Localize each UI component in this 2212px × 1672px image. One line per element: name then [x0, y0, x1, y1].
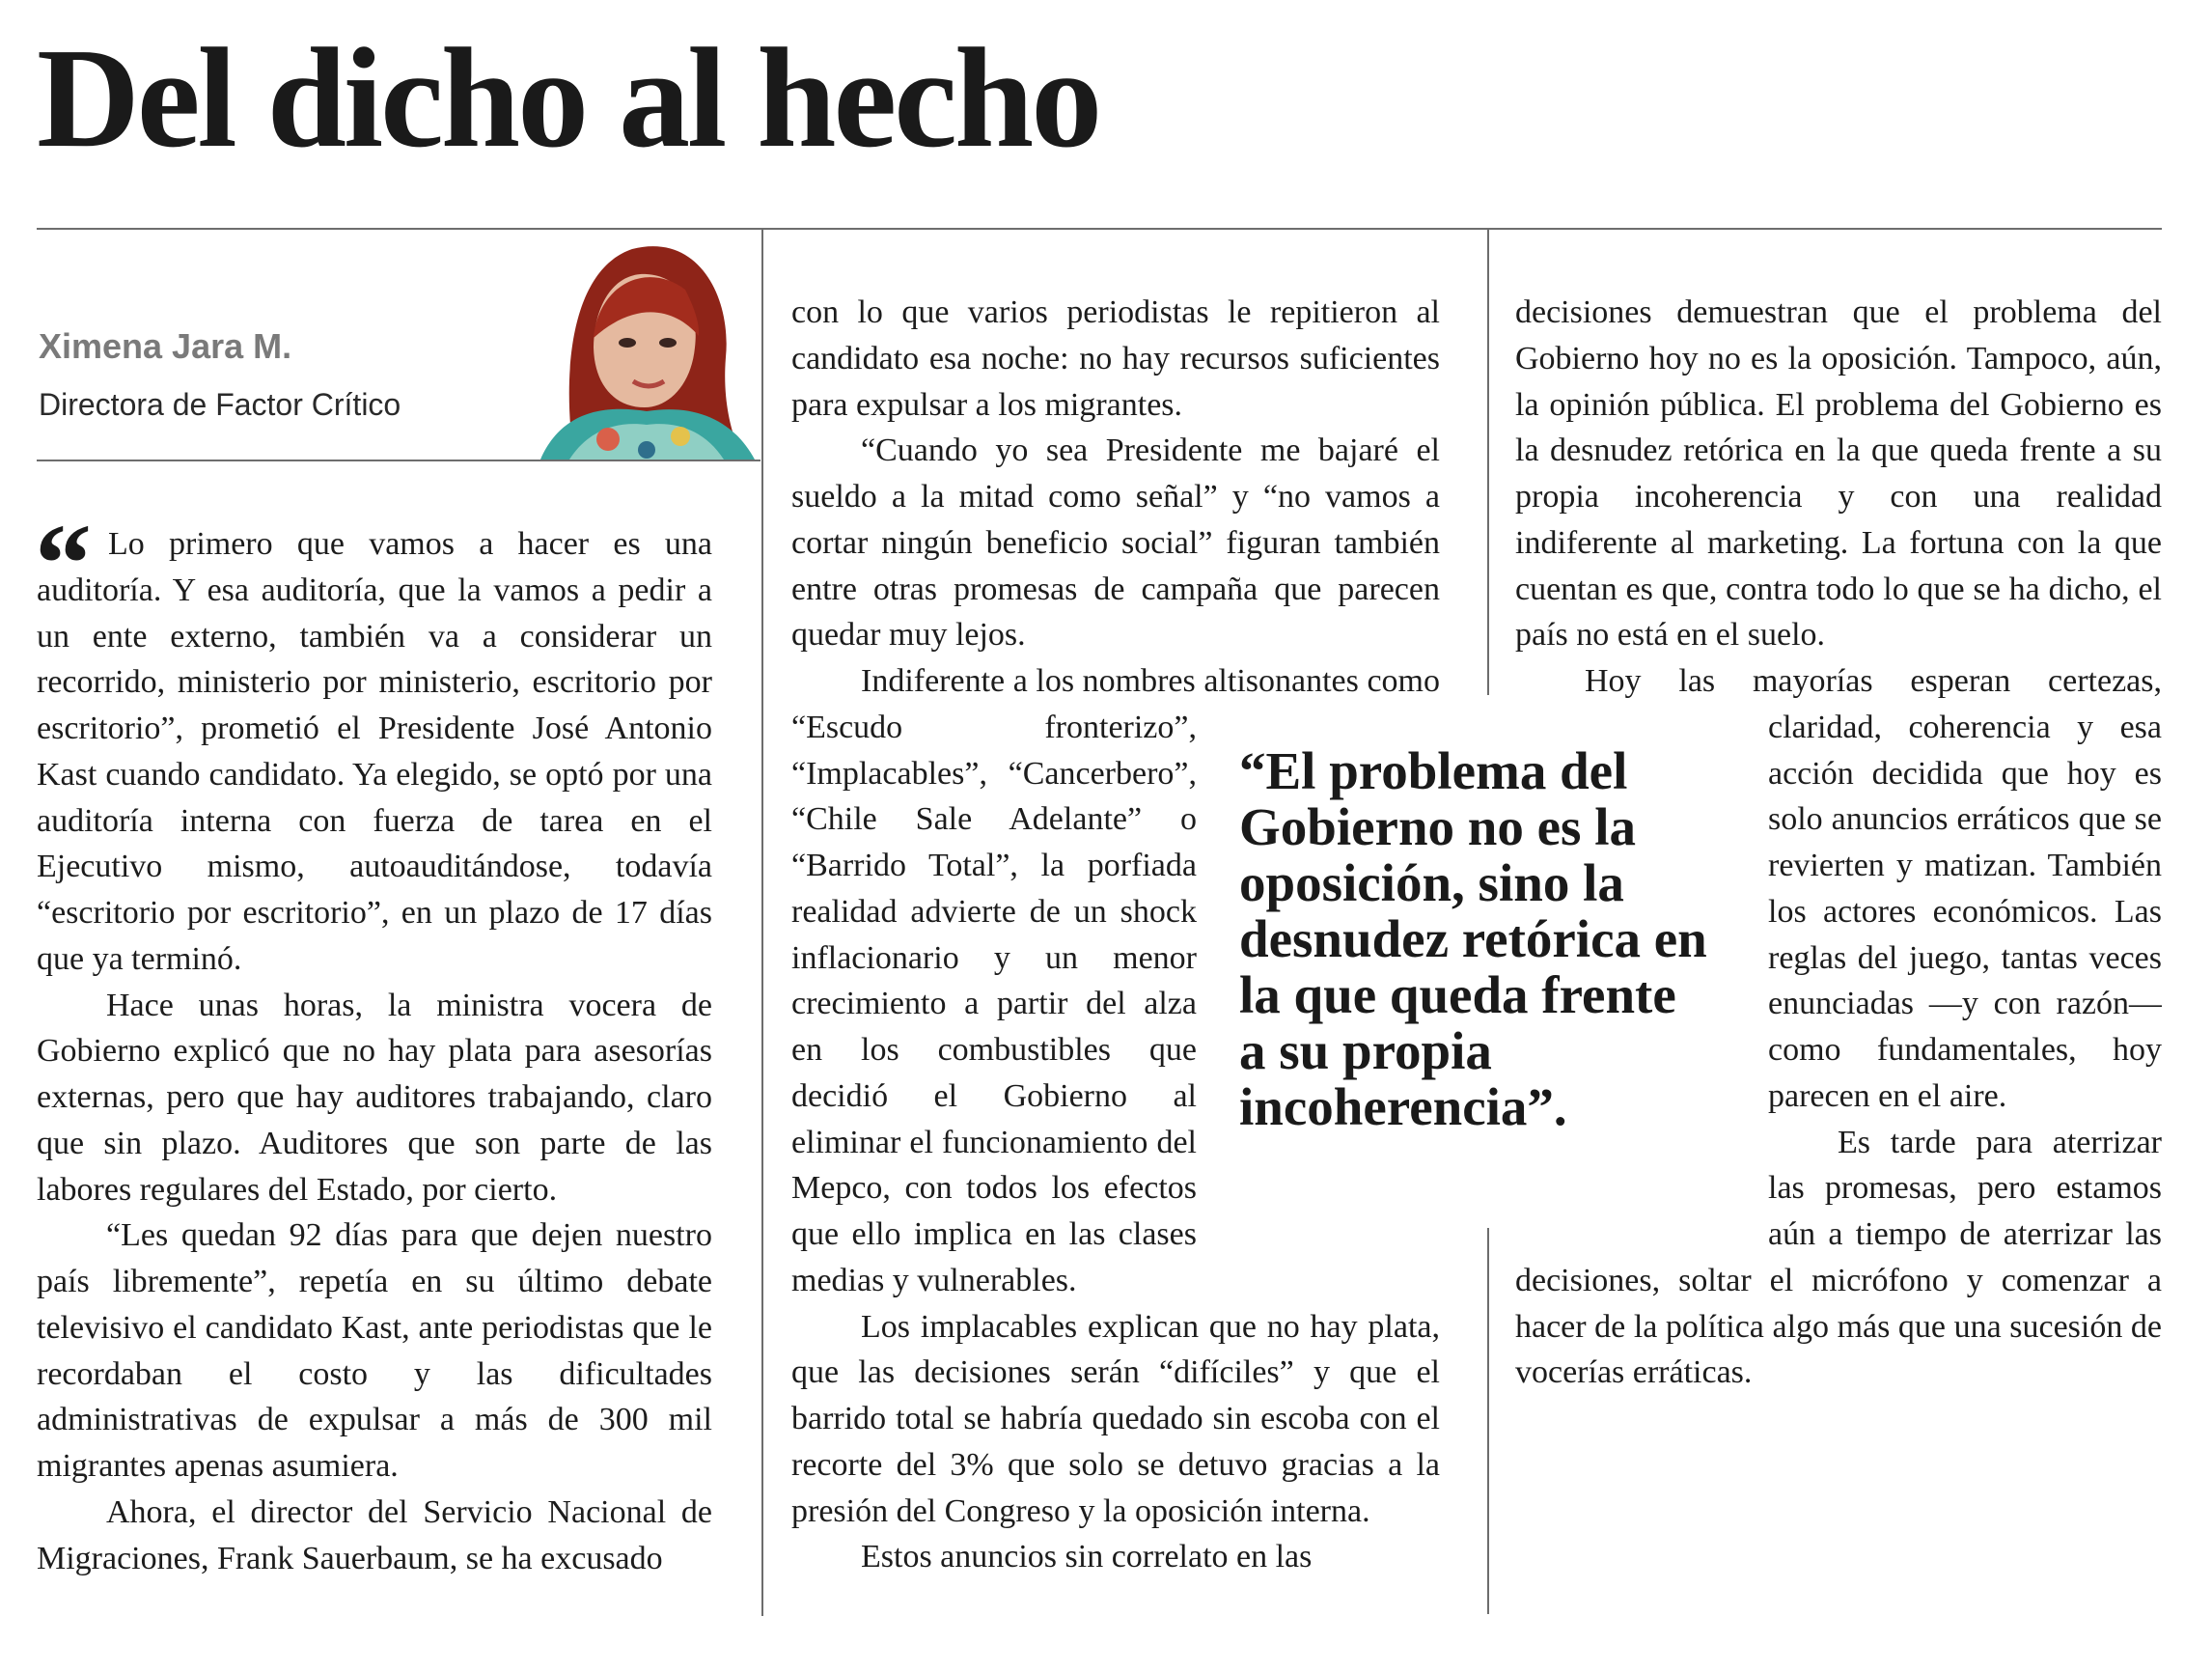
author-name: Ximena Jara M. [39, 326, 292, 366]
pull-quote-space [1197, 708, 1440, 1228]
column-2 [791, 290, 1440, 1614]
article-paragraph: Ahora, el director del Servicio Nacional de Migraciones, Frank Sauerbaum, se ha excusado [37, 1493, 712, 1576]
article-paragraph: Es tarde para aterrizar las promesas, pero estamos aún a tiempo de aterrizar las decisiones, soltar el micrófono y comenzar a hacer de la política algo más que una sucesión de vocerías erráticas. [1515, 1124, 2162, 1391]
author-rule [37, 460, 760, 461]
column-divider-2 [1487, 228, 1489, 695]
article-paragraph: Estos anuncios sin correlato en las [861, 1539, 1313, 1575]
column-divider-3 [1487, 1228, 1489, 1614]
article-paragraph: “Cuando yo sea Presidente me bajaré el sueldo a la mitad como señal” y “no vamos a cortar ningún beneficio social” figuran también entre otras promesas de campaña que parecen quedar muy lejos. [791, 432, 1440, 654]
article-paragraph: con lo que varios periodistas le repitieron al candidato esa noche: no hay recursos suficientes para expulsar a los migrantes. [791, 294, 1440, 423]
top-rule [37, 228, 2162, 230]
article-paragraph: Los implacables explican que no hay plata, que las decisiones serán “difíciles” y que el barrido total se habría quedado sin escoba con el recorte del 3% que solo se detuvo gracias a la presión del Congreso y la oposición interna. [791, 1308, 1440, 1529]
article-paragraph: Hoy las mayorías esperan certezas, claridad, coherencia y esa acción decidida que hoy es solo anuncios erráticos que se revierten y matizan. También los actores económicos. Las reglas del juego, tantas veces enunciadas —y con razón— como fundamentales, hoy parecen en el aire. [1585, 663, 2162, 1114]
pull-quote: “El problema del Gobierno no es la oposición, sino la desnudez retórica en la que queda frente a su propia incoherencia”. [1239, 741, 1707, 1136]
author-photo [502, 232, 762, 460]
author-role: Directora de Factor Crítico [39, 387, 401, 422]
article-paragraph: Hace unas horas, la ministra vocera de Gobierno explicó que no hay plata para asesorías externas, pero que hay auditores trabajando, claro que sin plazo. Auditores que son parte de las labores regulares del Estado, por cierto. [37, 987, 712, 1208]
article-paragraph: “Les quedan 92 días para que dejen nuestro país libremente”, repetía en su último debate televisivo el candidato Kast, ante periodistas que le recordaban el costo y las dificultades administrativas de expulsar a más de 300 mil migrantes apenas asumiera. [37, 1217, 712, 1484]
opening-quote-mark: “ [35, 500, 92, 627]
article-paragraph: Lo primero que vamos a hacer es una auditoría. Y esa auditoría, que la vamos a pedir a un ente externo, también va a considerar un recorrido, ministerio por ministerio, escritorio por escritorio”, prometió el Presidente José Antonio Kast cuando candidato. Ya elegido, se optó por una auditoría interna con fuerza de tarea en el Ejecutivo mismo, autoauditándose, todavía “escritorio por escritorio”, en un plazo de 17 días que ya terminó. [37, 526, 712, 977]
pull-quote-space [1515, 708, 1768, 1228]
column-1 [37, 521, 712, 1614]
column-3 [1515, 290, 2162, 1614]
article-headline: Del dicho al hecho [37, 19, 1100, 178]
article-paragraph: decisiones demuestran que el problema del Gobierno hoy no es la oposición. Tampoco, aún, la opinión pública. El problema del Gobierno es la desnudez retórica en la que queda frente a su propia incoherencia y con una realidad indiferente al marketing. La fortuna con la que cuentan es que, contra todo lo que se ha dicho, el país no está en el suelo. [1515, 294, 2162, 654]
column-divider-1 [761, 228, 763, 1616]
article-paragraph: Indiferente a los nombres altisonantes como “Escudo fronterizo”, “Implacables”, “Cancerbero”, “Chile Sale Adelante” o “Barrido Total”, la porfiada realidad advierte de un shock inflacionario y un menor crecimiento a partir del alza en los combustibles que decidió el Gobierno al eliminar el funcionamiento del Mepco, con todos los efectos que ello implica en las clases medias y vulnerables. [791, 663, 1440, 1298]
